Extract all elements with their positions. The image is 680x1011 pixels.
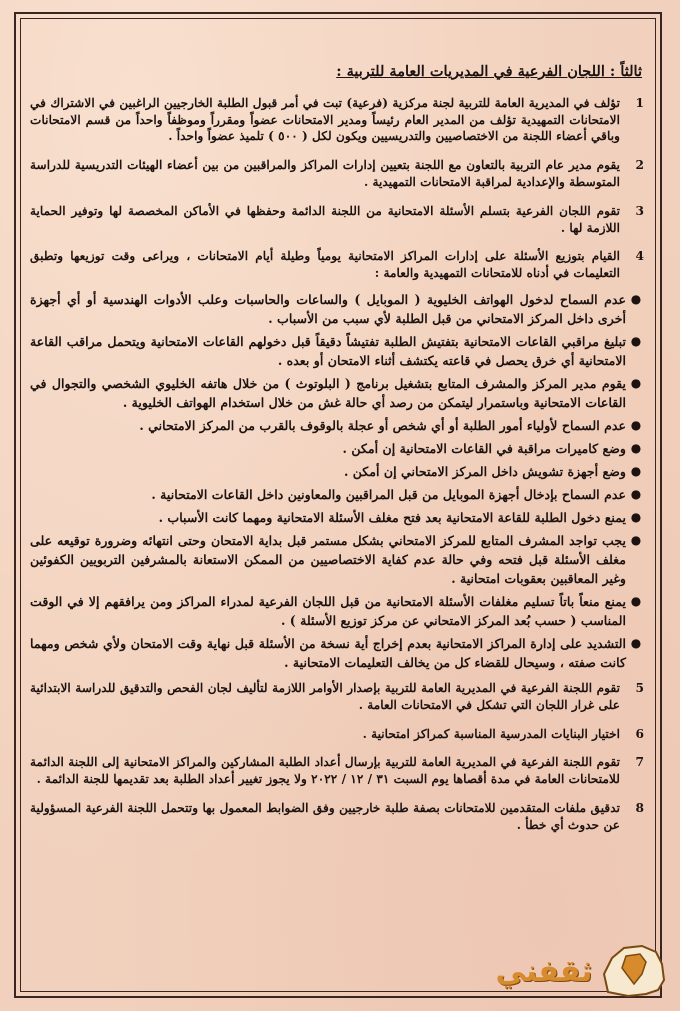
- bullet-dot-icon: ●: [630, 440, 642, 455]
- numbered-item: [30, 203, 644, 237]
- bullet-text: تبليغ مراقبي القاعات الامتحانية بتفتيش الطلبة تفتيشاً دقيقاً قبل دخولهم القاعات الامتحانية ويتحمل مراقب القاعة الامتحانية أي خرق يحصل في قاعته يكتشف أثناء الامتحان أو بعده .: [30, 333, 626, 368]
- numbered-item: [30, 157, 644, 191]
- numbered-item: [30, 95, 644, 145]
- item-number: 4: [635, 249, 644, 264]
- bullet-text: وضع أجهزة تشويش داخل المركز الامتحاني إن أمكن .: [343, 463, 626, 479]
- item-text: تدقيق ملفات المتقدمين للامتحانات بصفة طلبة خارجيين وفق الضوابط المعمول بها وتتحمل اللجنة الفرعية المسؤولية عن حدوث أي خطأ .: [30, 800, 620, 832]
- item-number: 3: [635, 203, 644, 218]
- numbered-item: [30, 800, 644, 834]
- item-number: 2: [635, 158, 644, 173]
- bullet-dot-icon: ●: [630, 532, 642, 547]
- bullet-item: [30, 592, 644, 630]
- bullet-text: يجب تواجد المشرف المتابع للمركز الامتحاني بشكل مستمر قبل بداية الامتحان وحتى انتهائه وضرورة توقيعه على مغلف الأسئلة قبل فتحه وفي حالة عدم كفاية الاختصاصيين من الممكن الاستعانة بالمشرفين التربويين الكفوئين وغير المعاقبين بعقوبات امتحانية .: [30, 532, 626, 586]
- item-number: 7: [635, 755, 644, 770]
- bullet-dot-icon: ●: [630, 291, 642, 306]
- bullet-item: [30, 634, 644, 672]
- item-text: اختيار البنايات المدرسية المناسبة كمراكز امتحانية .: [362, 726, 620, 741]
- bullet-list: [30, 290, 644, 672]
- section-heading: [30, 64, 642, 81]
- item-text: تقوم اللجنة الفرعية في المديرية العامة للتربية بإرسال أعداد الطلبة المشاركين والمراكز الامتحانية إلى اللجنة الدائمة للامتحانات العامة في مدة أقصاها يوم السبت ٣١ / ١٢ / ٢٠٢٢ ولا يجوز تغيير أعداد الطلبة بعد تقديمها للجنة الدائمة .: [30, 755, 620, 787]
- bullet-dot-icon: ●: [630, 635, 642, 650]
- bullet-text: عدم السماح بإدخال أجهزة الموبايل من قبل المراقبين والمعاونين داخل القاعات الامتحانية .: [151, 486, 626, 502]
- bullet-text: يمنع دخول الطلبة للقاعة الامتحانية بعد فتح مغلف الأسئلة الامتحانية ومهما كانت الأسباب .: [158, 509, 626, 525]
- bullet-item: [30, 462, 644, 481]
- bullet-dot-icon: ●: [630, 417, 642, 432]
- bullet-text: وضع كاميرات مراقبة في القاعات الامتحانية إن أمكن .: [342, 440, 626, 456]
- bullet-dot-icon: ●: [630, 463, 642, 478]
- bullet-dot-icon: ●: [630, 333, 642, 348]
- watermark-logo-text: ثقفني: [495, 954, 593, 989]
- item-number: 1: [635, 95, 644, 110]
- numbered-item: [30, 248, 644, 282]
- document-body: [30, 64, 644, 846]
- bullet-item: [30, 416, 644, 435]
- bullet-text: عدم السماح لدخول الهواتف الخليوية ( الموبايل ) والساعات والحاسبات وعلب الأدوات الهندسية أو أي أجهزة أخرى داخل المركز الامتحاني من قبل الطلبة لأي سبب من الأسباب .: [30, 291, 626, 326]
- bullet-item: [30, 290, 644, 328]
- bullet-dot-icon: ●: [630, 509, 642, 524]
- item-number: 8: [635, 800, 644, 815]
- bullet-text: التشديد على إدارة المراكز الامتحانية بعدم إخراج أية نسخة من الأسئلة قبل نهاية وقت الامتحان ولأي شخص ومهما كانت صفته ، وسيحال للقضاء كل من يخالف التعليمات الامتحانية .: [30, 635, 626, 670]
- item-number: 5: [635, 680, 644, 695]
- item-text: تقوم اللجان الفرعية بتسلم الأسئلة الامتحانية من اللجنة الدائمة وحفظها في الأماكن المخصصة لها وتوفير الحماية اللازمة لها .: [30, 203, 620, 235]
- item-text: يقوم مدير عام التربية بالتعاون مع اللجنة بتعيين إدارات المراكز والمراقبين من بين أعضاء الهيئات التدريسية للدراسة المتوسطة والإعدادية لمراقبة الامتحانات التمهيدية .: [30, 158, 620, 189]
- bullet-item: [30, 374, 644, 412]
- section-heading-text: ثالثاً : اللجان الفرعية في المديريات العامة للتربية :: [336, 63, 642, 80]
- item-text: تقوم اللجنة الفرعية في المديرية العامة للتربية بإصدار الأوامر اللازمة لتأليف لجان الفحص والتدقيق للدراسة الابتدائية على غرار اللجان التي تشكل في الامتحانات العامة .: [30, 680, 620, 712]
- bullet-text: عدم السماح لأولياء أمور الطلبة أو أي شخص أو عجلة بالوقوف بالقرب من المركز الامتحاني .: [139, 417, 626, 433]
- item-number: 6: [635, 726, 644, 741]
- bullet-dot-icon: ●: [630, 375, 642, 390]
- item-text: القيام بتوزيع الأسئلة على إدارات المراكز الامتحانية يومياً وطيلة أيام الامتحانات ، ويراعى وقت توزيعها وتطبق التعليمات في أدناه للامتحانات التمهيدية والعامة :: [30, 249, 620, 281]
- numbered-item: [30, 680, 644, 714]
- bullet-item: [30, 508, 644, 527]
- watermark-logo-icon: [598, 940, 670, 1000]
- bullet-item: [30, 332, 644, 370]
- bullet-text: يمنع منعاً باتاً تسليم مغلفات الأسئلة الامتحانية من قبل اللجان الفرعية لمدراء المراكز ومن يرافقهم إلا في الوقت المناسب ( حسب بُعد المركز الامتحاني عن مركز توزيع الأسئلة ) .: [30, 593, 626, 628]
- bullet-dot-icon: ●: [630, 593, 642, 608]
- bullet-dot-icon: ●: [630, 486, 642, 501]
- bullet-text: يقوم مدير المركز والمشرف المتابع بتشغيل برنامج ( البلوتوث ) من خلال هاتفه الخليوي الشخصي والتجوال في القاعات الامتحانية وباستمرار ليتمكن من رصد أي حالة غش من خلال استخدام الهواتف الخليوية .: [30, 375, 626, 410]
- numbered-item: [30, 726, 644, 743]
- numbered-item: [30, 754, 644, 788]
- bullet-item: [30, 439, 644, 458]
- item-text: تؤلف في المديرية العامة للتربية لجنة مركزية (فرعية) تبت في أمر قبول الطلبة الخارجيين الراغبين في الاشتراك في الامتحانات التمهيدية تؤلف من المدير العام رئيساً ومدير الامتحانات عضواً ومقرراً وموظفاً واحداً من قسم الامتحانات وباقي أعضاء اللجنة من الاختصاصيين والتدريسيين ويكون لكل ( ٥٠٠ ) تلميذ عضواً واحداً .: [30, 95, 620, 144]
- bullet-item: [30, 485, 644, 504]
- bullet-item: [30, 531, 644, 588]
